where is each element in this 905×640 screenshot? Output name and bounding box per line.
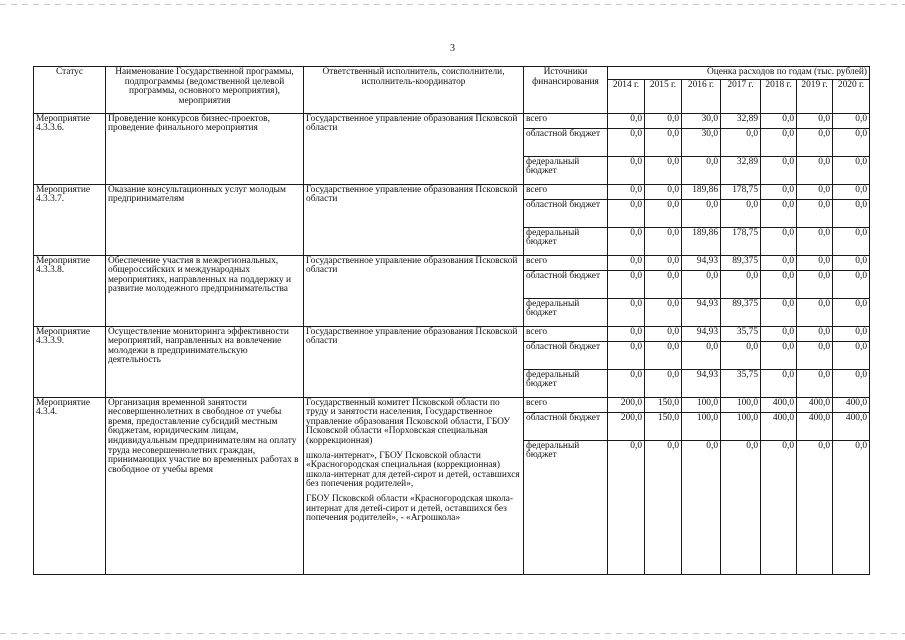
value-cell: 0,0 xyxy=(608,199,645,227)
value-cell: 200,0 xyxy=(608,412,645,440)
value-cell: 0,0 xyxy=(645,113,682,128)
measure-status: Мероприятие 4.3.3.8. xyxy=(34,255,106,326)
source-label: федеральный бюджет xyxy=(524,227,608,255)
measure-responsible xyxy=(304,184,524,255)
value-cell: 94,93 xyxy=(682,298,721,326)
value-cell: 0,0 xyxy=(797,270,833,298)
value-cell: 0,0 xyxy=(797,156,833,184)
value-cell: 0,0 xyxy=(833,227,870,255)
scan-line-bottom xyxy=(0,633,905,634)
value-cell: 100,0 xyxy=(682,397,721,412)
value-cell: 189,86 xyxy=(682,227,721,255)
year-header-2019: 2019 г. xyxy=(797,79,833,113)
measure-name: Организация временной занятости несовершеннолетних в свободное от учебы время, предоставление субсидий местным бюджетам, юридическим лицам, индивидуальным предпринимателям на оплату труда несовершеннолетних граждан, принимающих участие во временных работах в свободное от учебы время xyxy=(106,397,304,574)
value-cell: 400,0 xyxy=(833,412,870,440)
value-cell: 0,0 xyxy=(761,440,797,574)
value-cell: 189,86 xyxy=(682,184,721,199)
value-cell: 0,0 xyxy=(833,298,870,326)
value-cell: 0,0 xyxy=(682,341,721,369)
value-cell: 0,0 xyxy=(833,199,870,227)
value-cell: 178,75 xyxy=(721,227,761,255)
value-cell: 0,0 xyxy=(761,227,797,255)
value-cell: 0,0 xyxy=(797,184,833,199)
measure-name: Обеспечение участия в межрегиональных, общероссийских и международных мероприятиях, направленных на поддержку и развитие молодежного предпринимательства xyxy=(106,255,304,326)
value-cell: 0,0 xyxy=(761,255,797,270)
table-row xyxy=(34,184,870,199)
source-label: всего xyxy=(524,255,608,270)
year-header-2018: 2018 г. xyxy=(761,79,797,113)
header-status: Статус xyxy=(34,67,106,114)
table-row xyxy=(34,397,870,412)
value-cell: 0,0 xyxy=(833,156,870,184)
value-cell: 0,0 xyxy=(833,255,870,270)
table-row xyxy=(34,113,870,128)
value-cell: 0,0 xyxy=(682,156,721,184)
source-label: областной бюджет xyxy=(524,270,608,298)
value-cell: 0,0 xyxy=(645,227,682,255)
source-label: федеральный бюджет xyxy=(524,156,608,184)
value-cell: 32,89 xyxy=(721,156,761,184)
value-cell: 100,0 xyxy=(721,412,761,440)
value-cell: 0,0 xyxy=(833,369,870,397)
year-header-2015: 2015 г. xyxy=(645,79,682,113)
value-cell: 0,0 xyxy=(682,440,721,574)
table-row xyxy=(34,255,870,270)
value-cell: 0,0 xyxy=(797,113,833,128)
source-label: всего xyxy=(524,184,608,199)
table-row xyxy=(34,326,870,341)
source-label: областной бюджет xyxy=(524,341,608,369)
value-cell: 0,0 xyxy=(608,184,645,199)
header-estimate: Оценка расходов по годам (тыс. рублей) xyxy=(608,67,870,80)
source-label: всего xyxy=(524,397,608,412)
value-cell: 400,0 xyxy=(761,397,797,412)
value-cell: 0,0 xyxy=(797,128,833,156)
responsible-text: Государственное управление образования Псковской области xyxy=(306,326,518,347)
value-cell: 0,0 xyxy=(833,128,870,156)
value-cell: 0,0 xyxy=(797,298,833,326)
source-label: областной бюджет xyxy=(524,128,608,156)
responsible-text: Государственный комитет Псковской области по труду и занятости населения, Государственное управление образования Псковской области, ГБОУ Псковской области «Порховская специальная (коррекционная) xyxy=(306,397,511,446)
value-cell: 0,0 xyxy=(608,326,645,341)
value-cell: 35,75 xyxy=(721,326,761,341)
value-cell: 0,0 xyxy=(682,199,721,227)
value-cell: 400,0 xyxy=(797,412,833,440)
value-cell: 0,0 xyxy=(833,341,870,369)
value-cell: 0,0 xyxy=(797,326,833,341)
value-cell: 30,0 xyxy=(682,128,721,156)
source-label: всего xyxy=(524,326,608,341)
value-cell: 0,0 xyxy=(833,270,870,298)
value-cell: 0,0 xyxy=(761,156,797,184)
value-cell: 94,93 xyxy=(682,369,721,397)
value-cell: 0,0 xyxy=(721,128,761,156)
value-cell: 400,0 xyxy=(761,412,797,440)
value-cell: 0,0 xyxy=(797,440,833,574)
measure-responsible xyxy=(304,113,524,184)
source-label: областной бюджет xyxy=(524,199,608,227)
value-cell: 94,93 xyxy=(682,255,721,270)
measure-responsible xyxy=(304,255,524,326)
value-cell: 0,0 xyxy=(608,227,645,255)
value-cell: 0,0 xyxy=(761,341,797,369)
value-cell: 0,0 xyxy=(645,369,682,397)
value-cell: 0,0 xyxy=(721,270,761,298)
value-cell: 0,0 xyxy=(721,341,761,369)
responsible-text: Государственное управление образования Псковской области xyxy=(306,113,518,134)
value-cell: 0,0 xyxy=(608,298,645,326)
value-cell: 0,0 xyxy=(645,184,682,199)
value-cell: 100,0 xyxy=(721,397,761,412)
source-label: федеральный бюджет xyxy=(524,298,608,326)
value-cell: 0,0 xyxy=(608,341,645,369)
value-cell: 35,75 xyxy=(721,369,761,397)
value-cell: 0,0 xyxy=(721,199,761,227)
measure-name: Осуществление мониторинга эффективности мероприятий, направленных на вовлечение молодежи в предпринимательскую деятельность xyxy=(106,326,304,397)
value-cell: 400,0 xyxy=(833,397,870,412)
page-number: 3 xyxy=(450,43,455,54)
header-sources: Источники финансирования xyxy=(524,67,608,114)
value-cell: 0,0 xyxy=(645,156,682,184)
value-cell: 0,0 xyxy=(761,369,797,397)
source-label: всего xyxy=(524,113,608,128)
value-cell: 0,0 xyxy=(645,341,682,369)
measure-status: Мероприятие 4.3.3.7. xyxy=(34,184,106,255)
value-cell: 0,0 xyxy=(608,270,645,298)
financing-table xyxy=(33,66,870,575)
header-responsible: Ответственный исполнитель, соисполнители, исполнитель-координатор xyxy=(304,67,524,114)
value-cell: 0,0 xyxy=(645,440,682,574)
value-cell: 0,0 xyxy=(833,326,870,341)
value-cell: 0,0 xyxy=(645,128,682,156)
value-cell: 0,0 xyxy=(761,199,797,227)
value-cell: 0,0 xyxy=(645,326,682,341)
value-cell: 0,0 xyxy=(608,369,645,397)
year-header-2014: 2014 г. xyxy=(608,79,645,113)
value-cell: 0,0 xyxy=(761,113,797,128)
value-cell: 32,89 xyxy=(721,113,761,128)
value-cell: 0,0 xyxy=(682,270,721,298)
value-cell: 200,0 xyxy=(608,397,645,412)
value-cell: 30,0 xyxy=(682,113,721,128)
value-cell: 0,0 xyxy=(833,440,870,574)
measure-status: Мероприятие 4.3.4. xyxy=(34,397,106,574)
measure-status: Мероприятие 4.3.3.6. xyxy=(34,113,106,184)
value-cell: 0,0 xyxy=(645,270,682,298)
measure-status: Мероприятие 4.3.3.9. xyxy=(34,326,106,397)
value-cell: 0,0 xyxy=(761,326,797,341)
responsible-text: Государственное управление образования Псковской области xyxy=(306,184,518,205)
measure-responsible xyxy=(304,397,524,574)
value-cell: 0,0 xyxy=(608,440,645,574)
scan-line-top xyxy=(0,4,905,5)
value-cell: 0,0 xyxy=(645,199,682,227)
measure-responsible xyxy=(304,326,524,397)
value-cell: 0,0 xyxy=(721,440,761,574)
value-cell: 0,0 xyxy=(833,113,870,128)
value-cell: 0,0 xyxy=(608,128,645,156)
year-header-2020: 2020 г. xyxy=(833,79,870,113)
year-header-2017: 2017 г. xyxy=(721,79,761,113)
value-cell: 400,0 xyxy=(797,397,833,412)
value-cell: 0,0 xyxy=(645,255,682,270)
value-cell: 150,0 xyxy=(645,397,682,412)
source-label: областной бюджет xyxy=(524,412,608,440)
header-name: Наименование Государственной программы, подпрограммы (ведомственной целевой программы, основного мероприятия), мероприятия xyxy=(106,67,304,114)
source-label: федеральный бюджет xyxy=(524,369,608,397)
value-cell: 0,0 xyxy=(761,184,797,199)
value-cell: 0,0 xyxy=(608,156,645,184)
value-cell: 0,0 xyxy=(797,199,833,227)
value-cell: 0,0 xyxy=(608,113,645,128)
responsible-text: школа-интернат», ГБОУ Псковской области «Красногородская специальная (коррекционная) школа-интернат для детей-сирот и детей, оставшихся без попечения родителей», xyxy=(306,450,520,490)
year-header-2016: 2016 г. xyxy=(682,79,721,113)
value-cell: 0,0 xyxy=(797,255,833,270)
value-cell: 0,0 xyxy=(761,298,797,326)
value-cell: 0,0 xyxy=(797,369,833,397)
value-cell: 150,0 xyxy=(645,412,682,440)
value-cell: 100,0 xyxy=(682,412,721,440)
measure-name: Проведение конкурсов бизнес-проектов, проведение финального мероприятия xyxy=(106,113,304,184)
value-cell: 0,0 xyxy=(761,270,797,298)
value-cell: 89,375 xyxy=(721,255,761,270)
value-cell: 0,0 xyxy=(797,341,833,369)
value-cell: 0,0 xyxy=(645,298,682,326)
responsible-text: ГБОУ Псковской области «Красногородская школа-интернат для детей-сирот и детей, оставшихся без попечения родителей», - «Агрошкола» xyxy=(306,493,514,524)
value-cell: 94,93 xyxy=(682,326,721,341)
value-cell: 89,375 xyxy=(721,298,761,326)
value-cell: 0,0 xyxy=(608,255,645,270)
value-cell: 0,0 xyxy=(833,184,870,199)
measure-name: Оказание консультационных услуг молодым предпринимателям xyxy=(106,184,304,255)
value-cell: 0,0 xyxy=(797,227,833,255)
value-cell: 178,75 xyxy=(721,184,761,199)
responsible-text: Государственное управление образования Псковской области xyxy=(306,255,518,276)
value-cell: 0,0 xyxy=(761,128,797,156)
source-label: федеральный бюджет xyxy=(524,440,608,574)
